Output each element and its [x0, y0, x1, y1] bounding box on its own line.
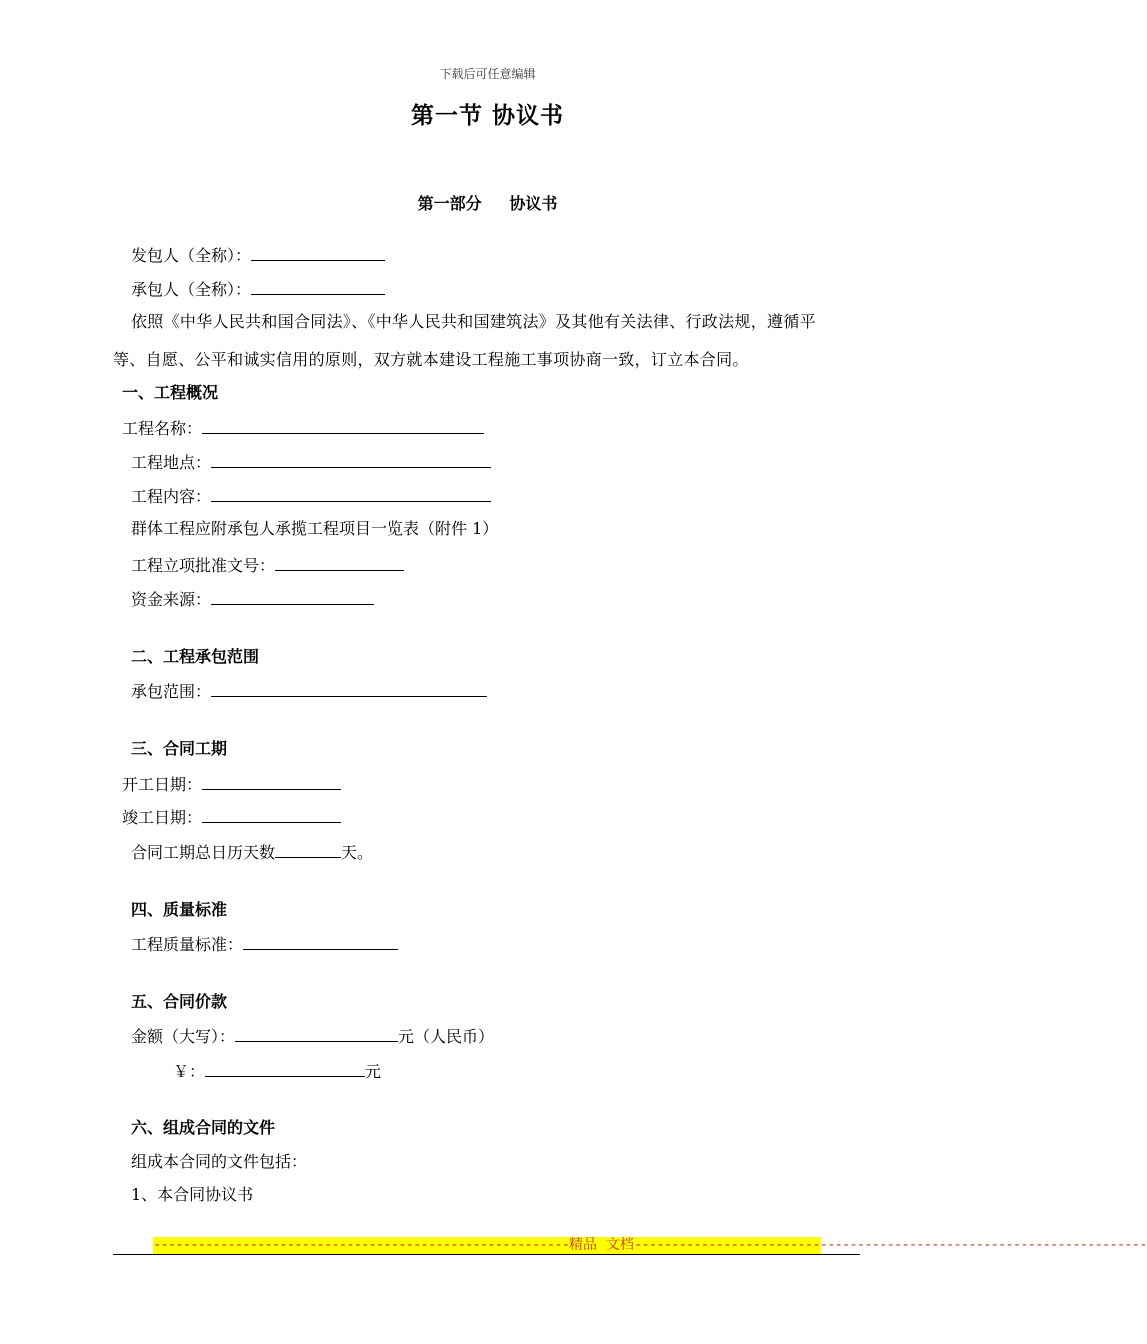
amount-words-blank[interactable]: [235, 1027, 398, 1042]
project-location-blank[interactable]: [211, 453, 491, 468]
amount-words-suffix: 元（人民币）: [398, 1027, 495, 1046]
preamble-line-2: 等、自愿、公平和诚实信用的原则，双方就本建设工程施工事项协商一致，订立本合同。: [113, 350, 749, 369]
contract-docs-item-1: 1、本合同协议书: [131, 1185, 254, 1204]
section-6-heading: 六、组成合同的文件: [131, 1118, 276, 1137]
project-name-line: [122, 419, 484, 437]
finish-date-line: [122, 808, 341, 826]
employer-line: [131, 246, 385, 264]
project-content-label: 工程内容：: [131, 487, 212, 506]
scope-line: [131, 682, 487, 700]
project-location-label: 工程地点：: [131, 453, 212, 472]
scope-blank[interactable]: [211, 682, 487, 697]
finish-date-blank[interactable]: [202, 808, 341, 823]
contractor-blank[interactable]: [251, 280, 385, 295]
approval-number-line: [131, 556, 404, 574]
project-content-blank[interactable]: [211, 487, 491, 502]
scope-label: 承包范围：: [131, 682, 212, 701]
project-content-line: [131, 487, 491, 505]
total-days-label: 合同工期总日历天数: [131, 843, 276, 862]
funding-source-blank[interactable]: [211, 590, 374, 605]
footer-dashes-right: ---------------------------------------------------------------------: [633, 1237, 1147, 1253]
approval-number-label: 工程立项批准文号：: [131, 556, 276, 575]
employer-blank[interactable]: [251, 246, 385, 261]
amount-yen-label: ￥：: [173, 1062, 206, 1081]
finish-date-label: 竣工日期：: [122, 808, 203, 827]
amount-yen-blank[interactable]: [205, 1062, 365, 1077]
quality-standard-line: [131, 935, 398, 953]
contractor-line: [131, 280, 385, 298]
section-3-heading: 三、合同工期: [131, 739, 228, 758]
contract-docs-intro: 组成本合同的文件包括：: [131, 1152, 308, 1171]
project-name-label: 工程名称：: [122, 419, 203, 438]
quality-standard-label: 工程质量标准：: [131, 935, 244, 954]
section-1-heading: 一、工程概况: [122, 383, 219, 402]
section-4-heading: 四、质量标准: [131, 900, 228, 919]
quality-standard-blank[interactable]: [243, 935, 398, 950]
start-date-blank[interactable]: [202, 775, 341, 790]
section-subtitle: 第一部分 协议书: [417, 194, 558, 213]
amount-words-line: [131, 1027, 494, 1045]
total-days-line: [131, 843, 373, 861]
footer-rule: [113, 1254, 860, 1255]
footer-band: [153, 1237, 1147, 1254]
approval-number-blank[interactable]: [275, 556, 404, 571]
preamble-line-1: 依照《中华人民共和国合同法》、《中华人民共和国建筑法》及其他有关法律、行政法规，遵循平: [131, 312, 816, 331]
footer-label: 精品 文档: [569, 1237, 634, 1253]
amount-yen-suffix: 元: [365, 1062, 382, 1081]
start-date-line: [122, 775, 341, 793]
funding-source-line: [131, 590, 374, 608]
project-name-blank[interactable]: [202, 419, 484, 434]
amount-words-label: 金额（大写）：: [131, 1027, 236, 1046]
group-project-note: 群体工程应附承包人承揽工程项目一览表（附件 1）: [131, 519, 499, 538]
footer-dashes-left: --------------------------------------------------------: [153, 1237, 570, 1253]
total-days-suffix: 天。: [341, 843, 374, 862]
amount-yen-line: [173, 1062, 381, 1080]
start-date-label: 开工日期：: [122, 775, 203, 794]
section-2-heading: 二、工程承包范围: [131, 647, 260, 666]
project-location-line: [131, 453, 491, 471]
page-title: 第一节 协议书: [410, 103, 564, 129]
page-header-note: 下载后可任意编辑: [439, 67, 536, 81]
total-days-blank[interactable]: [275, 843, 341, 858]
funding-source-label: 资金来源：: [131, 590, 212, 609]
contractor-label: 承包人（全称）：: [131, 280, 252, 299]
employer-label: 发包人（全称）：: [131, 246, 252, 265]
section-5-heading: 五、合同价款: [131, 992, 228, 1011]
